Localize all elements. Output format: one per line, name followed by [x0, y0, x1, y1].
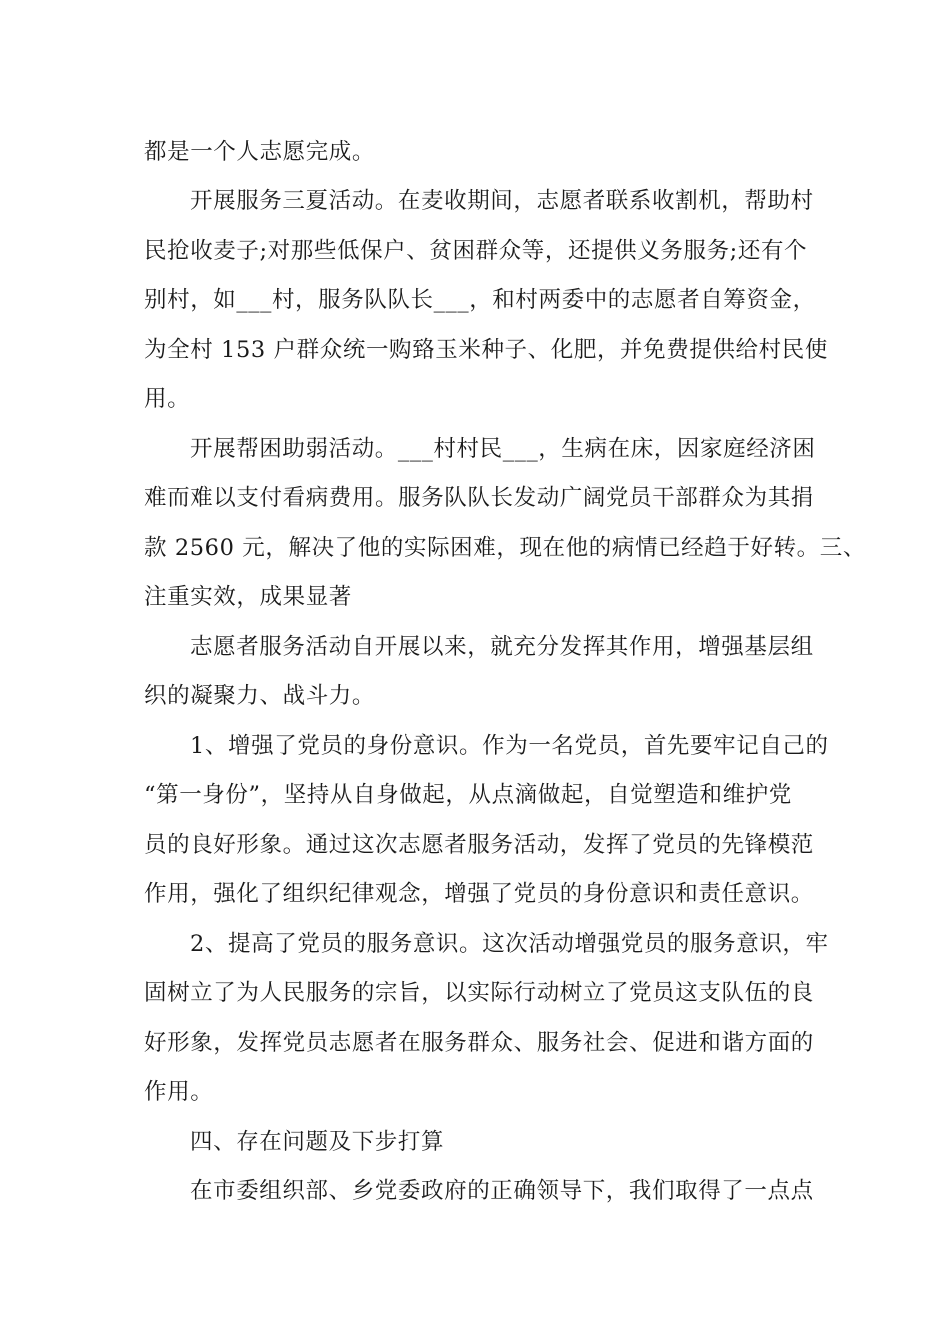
text-line: 在市委组织部、乡党委政府的正确领导下，我们取得了一点点: [190, 1178, 814, 1204]
text-line: 注重实效，成果显著: [144, 584, 352, 610]
text-line: 志愿者服务活动自开展以来，就充分发挥其作用，增强基层组: [190, 634, 814, 660]
text-line: 好形象，发挥党员志愿者在服务群众、服务社会、促进和谐方面的: [144, 1030, 814, 1056]
text-line: 款 2560 元，解决了他的实际困难，现在他的病情已经趋于好转。三、: [144, 535, 866, 561]
section-heading: 四、存在问题及下步打算: [190, 1129, 445, 1155]
text-line: 都是一个人志愿完成。: [144, 139, 376, 165]
text-line: 用。: [144, 386, 191, 412]
text-line: 开展服务三夏活动。在麦收期间，志愿者联系收割机，帮助村: [190, 188, 814, 214]
text-line: 别村，如___村，服务队队长___，和村两委中的志愿者自筹资金，: [144, 287, 816, 313]
text-line: “第一身份”，坚持从自身做起，从点滴做起，自觉塑造和维护党: [144, 782, 792, 808]
text-line: 作用，强化了组织纪律观念，增强了党员的身份意识和责任意识。: [144, 881, 814, 907]
text-line: 作用。: [144, 1079, 214, 1105]
text-line: 1、增强了党员的身份意识。作为一名党员，首先要牢记自己的: [190, 733, 829, 759]
text-line: 为全村 153 户群众统一购臵玉米种子、化肥，并免费提供给村民使: [144, 337, 828, 363]
text-line: 织的凝聚力、战斗力。: [144, 683, 376, 709]
text-line: 2、提高了党员的服务意识。这次活动增强党员的服务意识，牢: [190, 931, 829, 957]
text-line: 民抢收麦子;对那些低保户、贫困群众等，还提供义务服务;还有个: [144, 238, 808, 264]
text-line: 难而难以支付看病费用。服务队队长发动广阔党员干部群众为其捐: [144, 485, 814, 511]
text-line: 开展帮困助弱活动。___村村民___，生病在床，因家庭经济困: [190, 436, 816, 462]
text-line: 固树立了为人民服务的宗旨，以实际行动树立了党员这支队伍的良: [144, 980, 814, 1006]
text-line: 员的良好形象。通过这次志愿者服务活动，发挥了党员的先锋模范: [144, 832, 814, 858]
